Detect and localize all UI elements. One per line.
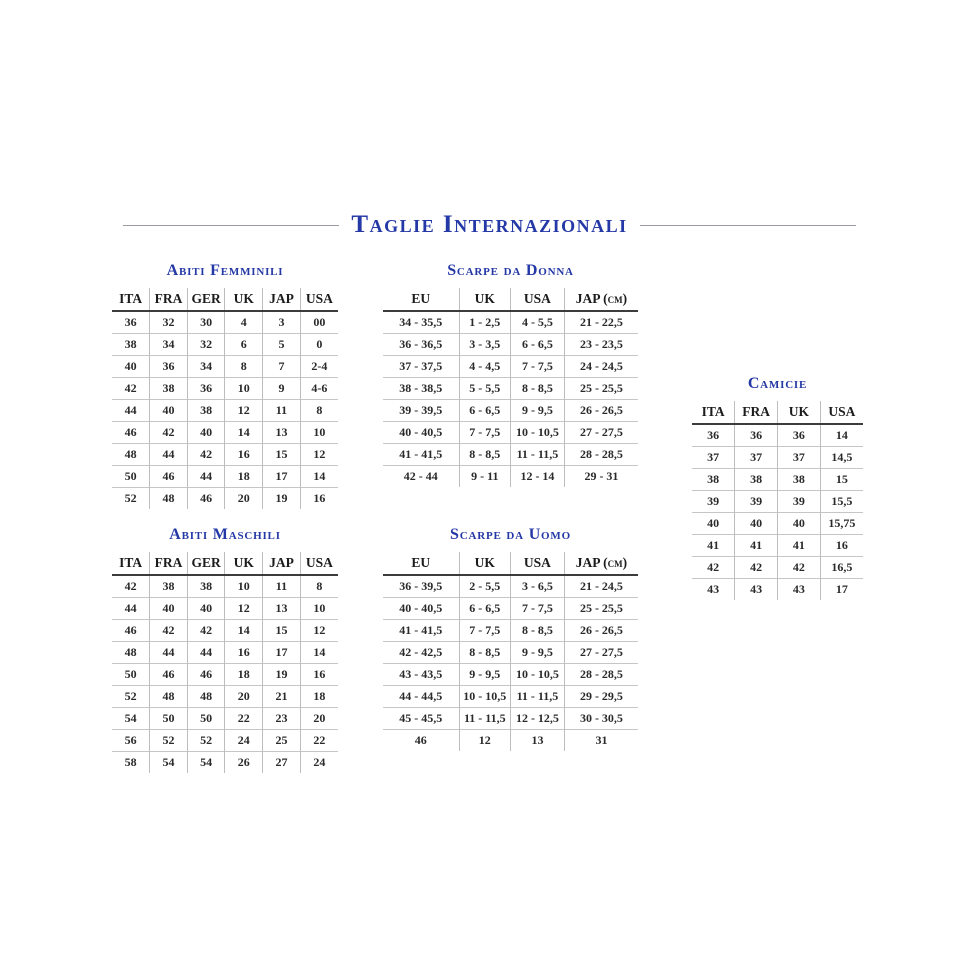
table-cell: 54	[112, 708, 150, 730]
table-cell: 14,5	[820, 447, 863, 469]
table-cell: 34	[150, 334, 188, 356]
table-cell: 15,75	[820, 513, 863, 535]
table-cell: 31	[564, 730, 638, 752]
table-cell: 16	[300, 488, 338, 510]
column-header: FRA	[150, 288, 188, 311]
table-cell: 48	[112, 642, 150, 664]
table-cell: 25 - 25,5	[564, 598, 638, 620]
table-cell: 44	[150, 642, 188, 664]
section-camicie	[692, 375, 863, 600]
column-header: GER	[187, 288, 225, 311]
table-cell: 40	[692, 513, 735, 535]
table-cell: 41	[735, 535, 778, 557]
table-row	[112, 642, 338, 664]
table-cell: 4	[225, 311, 263, 334]
table-cell: 6 - 6,5	[459, 598, 510, 620]
table-cell: 44	[187, 642, 225, 664]
table-cell: 43 - 43,5	[383, 664, 459, 686]
table-cell: 38 - 38,5	[383, 378, 459, 400]
table-cell: 42	[150, 422, 188, 444]
table-cell: 14	[300, 642, 338, 664]
table-cell: 23 - 23,5	[564, 334, 638, 356]
table-cell: 16	[300, 664, 338, 686]
column-header: EU	[383, 552, 459, 575]
table-cell: 50	[150, 708, 188, 730]
column-header: USA	[300, 552, 338, 575]
table-cell: 20	[225, 686, 263, 708]
table-cell: 52	[187, 730, 225, 752]
table-cell: 38	[187, 575, 225, 598]
table-cell: 15	[820, 469, 863, 491]
table-cell: 24	[225, 730, 263, 752]
table-cell: 37 - 37,5	[383, 356, 459, 378]
table-cell: 10 - 10,5	[510, 422, 564, 444]
page-title: Taglie Internazionali	[351, 211, 628, 238]
table-cell: 22	[300, 730, 338, 752]
table-cell: 39	[778, 491, 821, 513]
table-cell: 3 - 6,5	[510, 575, 564, 598]
abiti-maschili-table	[112, 552, 338, 773]
column-header: JAP	[263, 288, 301, 311]
table-cell: 29 - 31	[564, 466, 638, 488]
column-header: USA	[300, 288, 338, 311]
table-cell: 42	[112, 378, 150, 400]
table-cell: 43	[735, 579, 778, 601]
section-title-abiti-femminili: Abiti Femminili	[166, 262, 284, 279]
table-row	[383, 378, 638, 400]
table-cell: 38	[150, 575, 188, 598]
table-cell: 0	[300, 334, 338, 356]
table-cell: 38	[187, 400, 225, 422]
table-cell: 45 - 45,5	[383, 708, 459, 730]
table-cell: 44 - 44,5	[383, 686, 459, 708]
table-cell: 25 - 25,5	[564, 378, 638, 400]
table-cell: 12	[459, 730, 510, 752]
table-cell: 40	[150, 400, 188, 422]
section-abiti-femminili	[112, 262, 338, 509]
table-row	[112, 664, 338, 686]
title-rule-left	[123, 225, 339, 226]
table-row	[383, 664, 638, 686]
table-cell: 14	[225, 620, 263, 642]
table-row	[112, 311, 338, 334]
table-cell: 13	[263, 422, 301, 444]
table-row	[383, 686, 638, 708]
table-row	[112, 444, 338, 466]
table-row	[383, 400, 638, 422]
table-cell: 6 - 6,5	[459, 400, 510, 422]
table-cell: 8 - 8,5	[510, 378, 564, 400]
table-row	[692, 579, 863, 601]
table-cell: 10 - 10,5	[510, 664, 564, 686]
column-header: UK	[225, 288, 263, 311]
table-cell: 27	[263, 752, 301, 774]
table-cell: 37	[735, 447, 778, 469]
table-row	[692, 469, 863, 491]
table-cell: 10	[300, 422, 338, 444]
table-row	[383, 575, 638, 598]
column-header: ITA	[692, 401, 735, 424]
table-row	[112, 488, 338, 510]
table-cell: 37	[692, 447, 735, 469]
table-cell: 15	[263, 444, 301, 466]
table-cell: 8 - 8,5	[510, 620, 564, 642]
table-cell: 16	[820, 535, 863, 557]
table-row	[383, 334, 638, 356]
table-row	[383, 642, 638, 664]
column-header: GER	[187, 552, 225, 575]
table-cell: 32	[187, 334, 225, 356]
table-cell: 54	[150, 752, 188, 774]
table-cell: 43	[778, 579, 821, 601]
table-cell: 11	[263, 400, 301, 422]
table-cell: 00	[313, 315, 326, 329]
table-cell: 18	[225, 664, 263, 686]
table-cell: 13	[263, 598, 301, 620]
table-cell: 30 - 30,5	[564, 708, 638, 730]
column-header: JAP (cm)	[564, 552, 638, 575]
table-cell: 9 - 9,5	[510, 642, 564, 664]
table-cell: 12 - 12,5	[510, 708, 564, 730]
table-cell: 56	[112, 730, 150, 752]
column-header: UK	[778, 401, 821, 424]
table-cell: 46	[112, 422, 150, 444]
table-cell: 4-6	[300, 378, 338, 400]
section-title-scarpe-da-donna: Scarpe da Donna	[447, 262, 574, 279]
header-row	[383, 552, 638, 575]
table-row	[383, 708, 638, 730]
table-cell: 8	[316, 579, 323, 593]
table-cell: 12	[225, 598, 263, 620]
table-row	[692, 424, 863, 447]
table-cell: 17	[263, 642, 301, 664]
table-cell: 16	[225, 642, 263, 664]
column-header: JAP (cm)	[564, 288, 638, 311]
table-cell: 41 - 41,5	[383, 444, 459, 466]
table-cell: 2-4	[300, 356, 338, 378]
table-cell: 26	[225, 752, 263, 774]
table-cell: 40	[735, 513, 778, 535]
header-row	[383, 288, 638, 311]
table-cell: 40 - 40,5	[383, 422, 459, 444]
table-cell: 36	[112, 311, 150, 334]
table-cell: 14	[835, 428, 848, 442]
table-cell: 28 - 28,5	[564, 664, 638, 686]
table-cell: 10	[225, 575, 263, 598]
table-cell: 7 - 7,5	[459, 620, 510, 642]
table-cell: 10 - 10,5	[459, 686, 510, 708]
section-scarpe-da-uomo	[383, 526, 638, 751]
table-row	[112, 356, 338, 378]
table-cell: 16	[225, 444, 263, 466]
table-cell: 5 - 5,5	[459, 378, 510, 400]
section-title-scarpe-da-uomo: Scarpe da Uomo	[450, 526, 571, 543]
table-cell: 29 - 29,5	[564, 686, 638, 708]
table-cell: 3 - 3,5	[459, 334, 510, 356]
table-cell: 10	[300, 598, 338, 620]
table-cell: 36	[187, 378, 225, 400]
table-cell: 11	[263, 575, 301, 598]
camicie-table	[692, 401, 863, 600]
table-cell: 22	[225, 708, 263, 730]
table-cell: 9 - 11	[459, 466, 510, 488]
table-cell: 23	[263, 708, 301, 730]
table-cell: 7 - 7,5	[510, 356, 564, 378]
table-cell: 36	[692, 424, 735, 447]
table-cell: 46	[187, 664, 225, 686]
table-cell: 46	[150, 466, 188, 488]
table-cell: 50	[187, 708, 225, 730]
table-row	[112, 730, 338, 752]
table-cell: 14	[225, 422, 263, 444]
table-cell: 42	[778, 557, 821, 579]
table-cell: 34 - 35,5	[383, 311, 459, 334]
table-row	[112, 378, 338, 400]
scarpe-da-uomo-table	[383, 552, 638, 751]
table-cell: 38	[735, 469, 778, 491]
table-cell: 8 - 8,5	[459, 444, 510, 466]
table-cell: 54	[187, 752, 225, 774]
table-cell: 39	[692, 491, 735, 513]
table-cell: 12	[300, 444, 338, 466]
table-cell: 8	[225, 356, 263, 378]
table-row	[383, 598, 638, 620]
table-cell: 21 - 22,5	[579, 315, 623, 329]
table-cell: 6 - 6,5	[510, 334, 564, 356]
table-cell: 41	[692, 535, 735, 557]
table-cell: 46	[383, 730, 459, 752]
table-cell: 4 - 5,5	[510, 311, 564, 334]
table-row	[692, 535, 863, 557]
table-cell: 42	[112, 575, 150, 598]
section-scarpe-da-donna	[383, 262, 638, 487]
column-header: ITA	[112, 552, 150, 575]
table-cell: 44	[112, 400, 150, 422]
table-cell: 43	[692, 579, 735, 601]
table-cell: 17	[263, 466, 301, 488]
table-cell: 48	[150, 488, 188, 510]
table-cell: 21 - 24,5	[579, 579, 623, 593]
table-cell: 42	[187, 620, 225, 642]
title-rule-right	[640, 225, 856, 226]
table-row	[383, 356, 638, 378]
column-header: UK	[459, 552, 510, 575]
table-row	[383, 311, 638, 334]
table-cell: 7	[263, 356, 301, 378]
column-header: EU	[383, 288, 459, 311]
table-cell: 2 - 5,5	[459, 575, 510, 598]
table-cell: 13	[510, 730, 564, 752]
table-cell: 40 - 40,5	[383, 598, 459, 620]
table-cell: 17	[820, 579, 863, 601]
table-cell: 24	[300, 752, 338, 774]
column-header: USA	[510, 552, 564, 575]
table-cell: 8 - 8,5	[459, 642, 510, 664]
table-cell: 25	[263, 730, 301, 752]
table-cell: 5	[263, 334, 301, 356]
table-row	[112, 620, 338, 642]
table-row	[692, 557, 863, 579]
table-cell: 16,5	[820, 557, 863, 579]
table-cell: 36 - 36,5	[383, 334, 459, 356]
table-cell: 42	[187, 444, 225, 466]
table-cell: 12	[225, 400, 263, 422]
column-header: UK	[225, 552, 263, 575]
column-header: ITA	[112, 288, 150, 311]
table-cell: 12	[300, 620, 338, 642]
scarpe-da-donna-table	[383, 288, 638, 487]
page-title-row	[123, 211, 856, 239]
table-cell: 7 - 7,5	[459, 422, 510, 444]
column-header: UK	[459, 288, 510, 311]
table-row	[692, 513, 863, 535]
table-cell: 41 - 41,5	[383, 620, 459, 642]
table-cell: 8	[300, 400, 338, 422]
section-abiti-maschili	[112, 526, 338, 773]
table-cell: 18	[300, 686, 338, 708]
table-cell: 52	[150, 730, 188, 752]
column-header: FRA	[150, 552, 188, 575]
table-cell: 38	[692, 469, 735, 491]
table-cell: 46	[187, 488, 225, 510]
section-title-camicie: Camicie	[747, 375, 808, 392]
table-cell: 28 - 28,5	[564, 444, 638, 466]
table-cell: 42	[150, 620, 188, 642]
table-cell: 40	[150, 598, 188, 620]
table-cell: 48	[150, 686, 188, 708]
header-row	[692, 401, 863, 424]
table-row	[112, 334, 338, 356]
table-cell: 37	[778, 447, 821, 469]
table-cell: 26 - 26,5	[564, 400, 638, 422]
column-header: USA	[820, 401, 863, 424]
table-cell: 20	[300, 708, 338, 730]
table-cell: 26 - 26,5	[564, 620, 638, 642]
table-row	[383, 730, 638, 752]
table-cell: 18	[225, 466, 263, 488]
table-cell: 6	[225, 334, 263, 356]
table-row	[112, 400, 338, 422]
header-row	[112, 552, 338, 575]
table-cell: 11 - 11,5	[510, 686, 564, 708]
table-cell: 40	[778, 513, 821, 535]
table-cell: 27 - 27,5	[564, 422, 638, 444]
header-row	[112, 288, 338, 311]
table-cell: 9 - 9,5	[510, 400, 564, 422]
table-cell: 15	[263, 620, 301, 642]
table-cell: 46	[150, 664, 188, 686]
table-cell: 24 - 24,5	[564, 356, 638, 378]
column-header: JAP	[263, 552, 301, 575]
table-row	[112, 686, 338, 708]
table-row	[383, 620, 638, 642]
table-cell: 39	[735, 491, 778, 513]
table-cell: 11 - 11,5	[459, 708, 510, 730]
table-cell: 14	[300, 466, 338, 488]
section-title-abiti-maschili: Abiti Maschili	[169, 526, 281, 543]
table-cell: 39 - 39,5	[383, 400, 459, 422]
table-cell: 7 - 7,5	[510, 598, 564, 620]
table-row	[112, 466, 338, 488]
table-cell: 11 - 11,5	[510, 444, 564, 466]
table-cell: 42 - 44	[383, 466, 459, 488]
table-cell: 10	[225, 378, 263, 400]
column-header: FRA	[735, 401, 778, 424]
table-row	[112, 575, 338, 598]
table-cell: 15,5	[820, 491, 863, 513]
table-cell: 19	[263, 664, 301, 686]
table-cell: 27 - 27,5	[564, 642, 638, 664]
table-cell: 48	[112, 444, 150, 466]
table-cell: 21	[263, 686, 301, 708]
table-cell: 40	[112, 356, 150, 378]
table-row	[383, 422, 638, 444]
table-cell: 44	[187, 466, 225, 488]
table-cell: 12 - 14	[510, 466, 564, 488]
table-row	[383, 466, 638, 488]
table-cell: 4 - 4,5	[459, 356, 510, 378]
table-cell: 41	[778, 535, 821, 557]
table-cell: 44	[150, 444, 188, 466]
table-cell: 44	[112, 598, 150, 620]
table-cell: 38	[778, 469, 821, 491]
table-cell: 46	[112, 620, 150, 642]
table-cell: 36	[778, 424, 821, 447]
table-cell: 36	[735, 424, 778, 447]
table-cell: 42	[735, 557, 778, 579]
table-cell: 32	[150, 311, 188, 334]
table-cell: 36	[150, 356, 188, 378]
table-cell: 3	[263, 311, 301, 334]
table-cell: 52	[112, 686, 150, 708]
table-cell: 42	[692, 557, 735, 579]
table-cell: 30	[187, 311, 225, 334]
table-row	[692, 491, 863, 513]
table-cell: 58	[112, 752, 150, 774]
abiti-femminili-table	[112, 288, 338, 509]
table-cell: 9	[263, 378, 301, 400]
table-cell: 40	[187, 598, 225, 620]
table-row	[112, 708, 338, 730]
table-cell: 40	[187, 422, 225, 444]
table-cell: 38	[112, 334, 150, 356]
table-row	[383, 444, 638, 466]
table-cell: 38	[150, 378, 188, 400]
table-cell: 9 - 9,5	[459, 664, 510, 686]
table-cell: 52	[112, 488, 150, 510]
table-row	[112, 422, 338, 444]
table-cell: 50	[112, 664, 150, 686]
table-cell: 50	[112, 466, 150, 488]
table-cell: 42 - 42,5	[383, 642, 459, 664]
table-cell: 36 - 39,5	[383, 575, 459, 598]
table-cell: 1 - 2,5	[459, 311, 510, 334]
table-cell: 34	[187, 356, 225, 378]
table-cell: 20	[225, 488, 263, 510]
table-row	[112, 752, 338, 774]
table-row	[692, 447, 863, 469]
table-cell: 48	[187, 686, 225, 708]
table-row	[112, 598, 338, 620]
table-cell: 19	[263, 488, 301, 510]
column-header: USA	[510, 288, 564, 311]
